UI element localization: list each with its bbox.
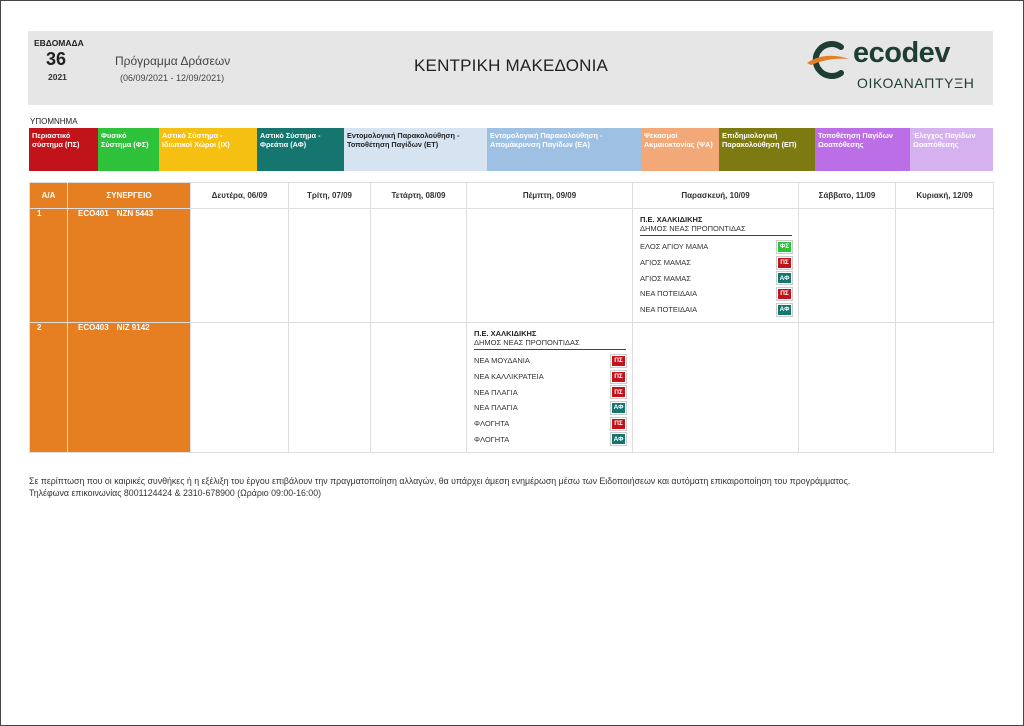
activity-item xyxy=(474,416,626,432)
row-number: 2 xyxy=(30,323,68,453)
legend xyxy=(29,128,993,171)
activity-code-badge: ΠΣ xyxy=(611,386,626,398)
municipality-label: ΔΗΜΟΣ ΝΕΑΣ ΠΡΟΠΟΝΤΙΔΑΣ xyxy=(640,224,792,236)
activity-code-badge: ΠΣ xyxy=(777,257,792,269)
activity-code-badge: ΑΦ xyxy=(611,433,626,445)
activity-code-badge: ΑΦ xyxy=(611,402,626,414)
prefecture-label: Π.Ε. ΧΑΛΚΙΔΙΚΗΣ xyxy=(640,215,703,224)
week-number: 36 xyxy=(46,49,67,69)
legend-item: Επιδημιολογική Παρακολούθηση (ΕΠ) xyxy=(719,128,815,171)
legend-item: Ψεκασμοί Ακμαιοκτονίας (ΨΑ) xyxy=(641,128,719,171)
activity-place: ΦΛΟΓΗΤΑ xyxy=(474,419,510,429)
schedule-table xyxy=(29,182,994,453)
column-header: ΣΥΝΕΡΓΕΙΟ xyxy=(68,183,191,209)
activity-block xyxy=(633,209,798,317)
activity-item xyxy=(474,431,626,447)
week-year: 2021 xyxy=(48,72,67,82)
footer-notice: Σε περίπτωση που οι καιρικές συνθήκες ή η εξέλιξη του έργου επιβάλουν την πραγματοποίηση αλλαγών, θα υπάρχει άμεση ενημέρωση μέσω των Ειδοποιήσεων και αυτόματη επικαιροποίηση του προγράμματος. xyxy=(29,476,851,486)
column-header: Πέμπτη, 09/09 xyxy=(467,183,633,209)
activity-item xyxy=(640,270,792,286)
column-header: Α/Α xyxy=(30,183,68,209)
column-header: Κυριακή, 12/09 xyxy=(896,183,994,209)
activity-item xyxy=(640,255,792,271)
column-header: Δευτέρα, 06/09 xyxy=(191,183,289,209)
day-cell xyxy=(371,323,467,453)
activity-block xyxy=(467,323,632,447)
region-title: ΚΕΝΤΡΙΚΗ ΜΑΚΕΔΟΝΙΑ xyxy=(414,56,609,75)
day-cell xyxy=(289,323,371,453)
activity-code-badge: ΑΦ xyxy=(777,304,792,316)
week-label: ΕΒΔΟΜΑΔΑ xyxy=(34,38,84,48)
ecodev-logo-icon xyxy=(803,37,853,83)
legend-item: Εντομολογική Παρακολούθηση - Απομάκρυνση Παγίδων (ΕΑ) xyxy=(487,128,641,171)
day-cell xyxy=(467,209,633,323)
day-cell xyxy=(191,209,289,323)
activity-place: ΦΛΟΓΗΤΑ xyxy=(474,434,510,444)
header-bar xyxy=(28,31,993,105)
program-title: Πρόγραμμα Δράσεων xyxy=(115,54,231,68)
legend-title: ΥΠΟΜΝΗΜΑ xyxy=(30,117,78,126)
activity-place: ΝΕΑ ΠΟΤΕΙΔΑΙΑ xyxy=(640,289,698,299)
program-dates: (06/09/2021 - 12/09/2021) xyxy=(120,73,225,83)
activity-place: ΕΛΟΣ ΑΓΙΟΥ ΜΑΜΑ xyxy=(640,242,709,252)
activity-place: ΝΕΑ ΚΑΛΛΙΚΡΑΤΕΙΑ xyxy=(474,372,544,382)
row-number: 1 xyxy=(30,209,68,323)
column-header: Παρασκευή, 10/09 xyxy=(633,183,799,209)
activity-code-badge: ΑΦ xyxy=(777,272,792,284)
column-header: Τετάρτη, 08/09 xyxy=(371,183,467,209)
team-plate: NIZ 9142 xyxy=(116,323,150,332)
prefecture-label: Π.Ε. ΧΑΛΚΙΔΙΚΗΣ xyxy=(474,329,537,338)
activity-item xyxy=(474,353,626,369)
activity-place: ΝΕΑ ΠΟΤΕΙΔΑΙΑ xyxy=(640,305,698,315)
activity-code-badge: ΠΣ xyxy=(611,355,626,367)
legend-item: Εντομολογική Παρακολούθηση - Τοποθέτηση Παγίδων (ΕΤ) xyxy=(344,128,487,171)
footer-contact: Τηλέφωνα επικοινωνίας 8001124424 & 2310-678900 (Ωράριο 09:00-16:00) xyxy=(29,488,322,498)
day-cell xyxy=(633,323,799,453)
logo-subtitle: ΟΙΚΟΑΝΑΠΤΥΞΗ xyxy=(857,75,975,91)
day-cell xyxy=(896,323,994,453)
activity-place: ΝΕΑ ΠΛΑΓΙΑ xyxy=(474,403,518,413)
day-cell xyxy=(896,209,994,323)
day-cell xyxy=(633,209,799,323)
table-row xyxy=(30,323,994,453)
activity-item xyxy=(640,286,792,302)
municipality-label: ΔΗΜΟΣ ΝΕΑΣ ΠΡΟΠΟΝΤΙΔΑΣ xyxy=(474,338,626,350)
day-cell xyxy=(289,209,371,323)
legend-item: Αστικό Σύστημα - Ιδιωτικοί Χώροι (ΙΧ) xyxy=(159,128,257,171)
legend-item: Περιαστικό σύστημα (ΠΣ) xyxy=(29,128,98,171)
column-header: Τρίτη, 07/09 xyxy=(289,183,371,209)
activity-code-badge: ΠΣ xyxy=(611,371,626,383)
team-plate: NZN 5443 xyxy=(116,209,154,218)
table-row xyxy=(30,209,994,323)
legend-item: Φυσικό Σύστημα (ΦΣ) xyxy=(98,128,159,171)
activity-item xyxy=(640,302,792,318)
team-name: ECO401 xyxy=(78,209,109,218)
activity-place: ΝΕΑ ΜΟΥΔΑΝΙΑ xyxy=(474,356,530,366)
legend-item: Έλεγχος Παγίδων Ωοαπόθεσης xyxy=(910,128,993,171)
activity-place: ΝΕΑ ΠΛΑΓΙΑ xyxy=(474,387,518,397)
activity-code-badge: ΦΣ xyxy=(777,241,792,253)
day-cell xyxy=(799,209,896,323)
column-header: Σάββατο, 11/09 xyxy=(799,183,896,209)
day-cell xyxy=(467,323,633,453)
activity-item xyxy=(474,400,626,416)
legend-item: Αστικό Σύστημα - Φρεάτια (ΑΦ) xyxy=(257,128,344,171)
ecodev-logo xyxy=(803,35,983,99)
activity-code-badge: ΠΣ xyxy=(611,418,626,430)
activity-place: ΑΓΙΟΣ ΜΑΜΑΣ xyxy=(640,273,691,283)
team-cell xyxy=(68,209,191,323)
team-name: ECO403 xyxy=(78,323,109,332)
activity-item xyxy=(640,239,792,255)
day-cell xyxy=(191,323,289,453)
activity-place: ΑΓΙΟΣ ΜΑΜΑΣ xyxy=(640,258,691,268)
activity-item xyxy=(474,384,626,400)
logo-text: ecodev xyxy=(853,37,950,69)
day-cell xyxy=(799,323,896,453)
activity-code-badge: ΠΣ xyxy=(777,288,792,300)
activity-item xyxy=(474,369,626,385)
legend-item: Τοποθέτηση Παγίδων Ωοαπόθεσης xyxy=(815,128,910,171)
team-cell xyxy=(68,323,191,453)
table-header-row xyxy=(30,183,994,209)
day-cell xyxy=(371,209,467,323)
